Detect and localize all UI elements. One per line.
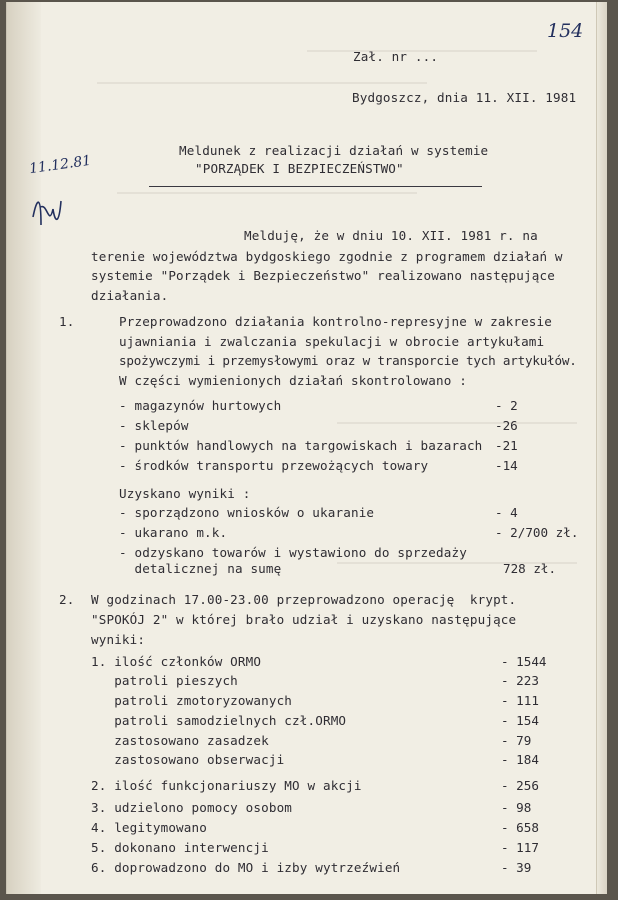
intro-line: terenie województwa bydgoskiego zgodnie z programem działań w: [91, 249, 563, 264]
attachment-ref: Zał. nr ...: [353, 49, 439, 64]
intro-line: Melduję, że w dniu 10. XII. 1981 r. na: [244, 228, 538, 243]
intro-line: działania.: [91, 288, 169, 303]
controlled-value: -26: [495, 418, 518, 433]
page-number-handwritten: 154: [547, 20, 584, 42]
item-label: patroli zmotoryzowanych: [91, 693, 293, 708]
result-value: 728 zł.: [503, 561, 557, 576]
section-text: W części wymienionych działań skontrolowano :: [119, 373, 467, 388]
controlled-label: - punktów handlowych na targowiskach i bazarach: [119, 438, 483, 453]
bleed-through: [337, 422, 577, 424]
item-value: - 79: [501, 733, 532, 748]
item-value: - 98: [501, 800, 532, 815]
item-value: - 223: [501, 673, 539, 688]
controlled-label: - magazynów hurtowych: [119, 398, 282, 413]
section-text: "SPOKÓJ 2" w której brało udział i uzyskano następujące: [91, 612, 517, 627]
item-label: patroli pieszych: [91, 673, 238, 688]
item-label: 3. udzielono pomocy osobom: [91, 800, 293, 815]
title-line-2: "PORZĄDEK I BEZPIECZEŃSTWO": [195, 161, 404, 176]
title-underline: [149, 186, 482, 187]
margin-date-handwritten: 11.12.81: [28, 152, 93, 178]
controlled-value: -21: [495, 438, 518, 453]
item-label: 5. dokonano interwencji: [91, 840, 269, 855]
item-value: - 658: [501, 820, 539, 835]
item-label: 2. ilość funkcjonariuszy MO w akcji: [91, 778, 362, 793]
item-value: - 184: [501, 752, 539, 767]
item-value: - 256: [501, 778, 539, 793]
result-value: - 2/700 zł.: [495, 525, 579, 540]
item-label: zastosowano zasadzek: [91, 733, 269, 748]
title-line-1: Meldunek z realizacji działań w systemie: [179, 143, 489, 158]
bleed-through: [117, 192, 417, 194]
result-value: - 4: [495, 505, 518, 520]
item-value: - 154: [501, 713, 539, 728]
item-label: 6. doprowadzono do MO i izby wytrzeźwień: [91, 860, 401, 875]
section-text: Przeprowadzono działania kontrolno-represyjne w zakresie: [119, 314, 552, 329]
section-text: ujawniania i zwalczania spekulacji w obrocie artykułami: [119, 334, 545, 349]
controlled-label: - środków transportu przewożących towary: [119, 458, 429, 473]
controlled-value: -14: [495, 458, 518, 473]
result-label: - sporządzono wniosków o ukaranie: [119, 505, 375, 520]
result-label: detalicznej na sumę: [119, 561, 282, 576]
item-value: - 39: [501, 860, 532, 875]
section-number: 1.: [59, 314, 75, 329]
controlled-label: - sklepów: [119, 418, 189, 433]
item-label: zastosowano obserwacji: [91, 752, 285, 767]
item-label: 1. ilość członków ORMO: [91, 654, 262, 669]
item-value: - 117: [501, 840, 539, 855]
item-label: patroli samodzielnych czł.ORMO: [91, 713, 347, 728]
binding-shadow: [7, 2, 41, 894]
controlled-value: - 2: [495, 398, 518, 413]
page-edge: [596, 2, 607, 894]
item-label: 4. legitymowano: [91, 820, 207, 835]
section-text: spożywczymi i przemysłowymi oraz w transporcie tych artykułów.: [119, 353, 577, 368]
signature-mark: [29, 187, 63, 237]
result-label: - odzyskano towarów i wystawiono do sprzedaży: [119, 545, 467, 560]
place-date: Bydgoszcz, dnia 11. XII. 1981: [352, 90, 577, 105]
bleed-through: [97, 82, 427, 84]
section-number: 2.: [59, 592, 75, 607]
item-value: - 111: [501, 693, 539, 708]
item-value: - 1544: [501, 654, 547, 669]
results-label: Uzyskano wyniki :: [119, 486, 251, 501]
section-text: wyniki:: [91, 632, 146, 647]
section-text: W godzinach 17.00-23.00 przeprowadzono operację krypt.: [91, 592, 517, 607]
intro-line: systemie "Porządek i Bezpieczeństwo" realizowano następujące: [91, 268, 555, 283]
result-label: - ukarano m.k.: [119, 525, 228, 540]
document-page: [6, 2, 607, 894]
